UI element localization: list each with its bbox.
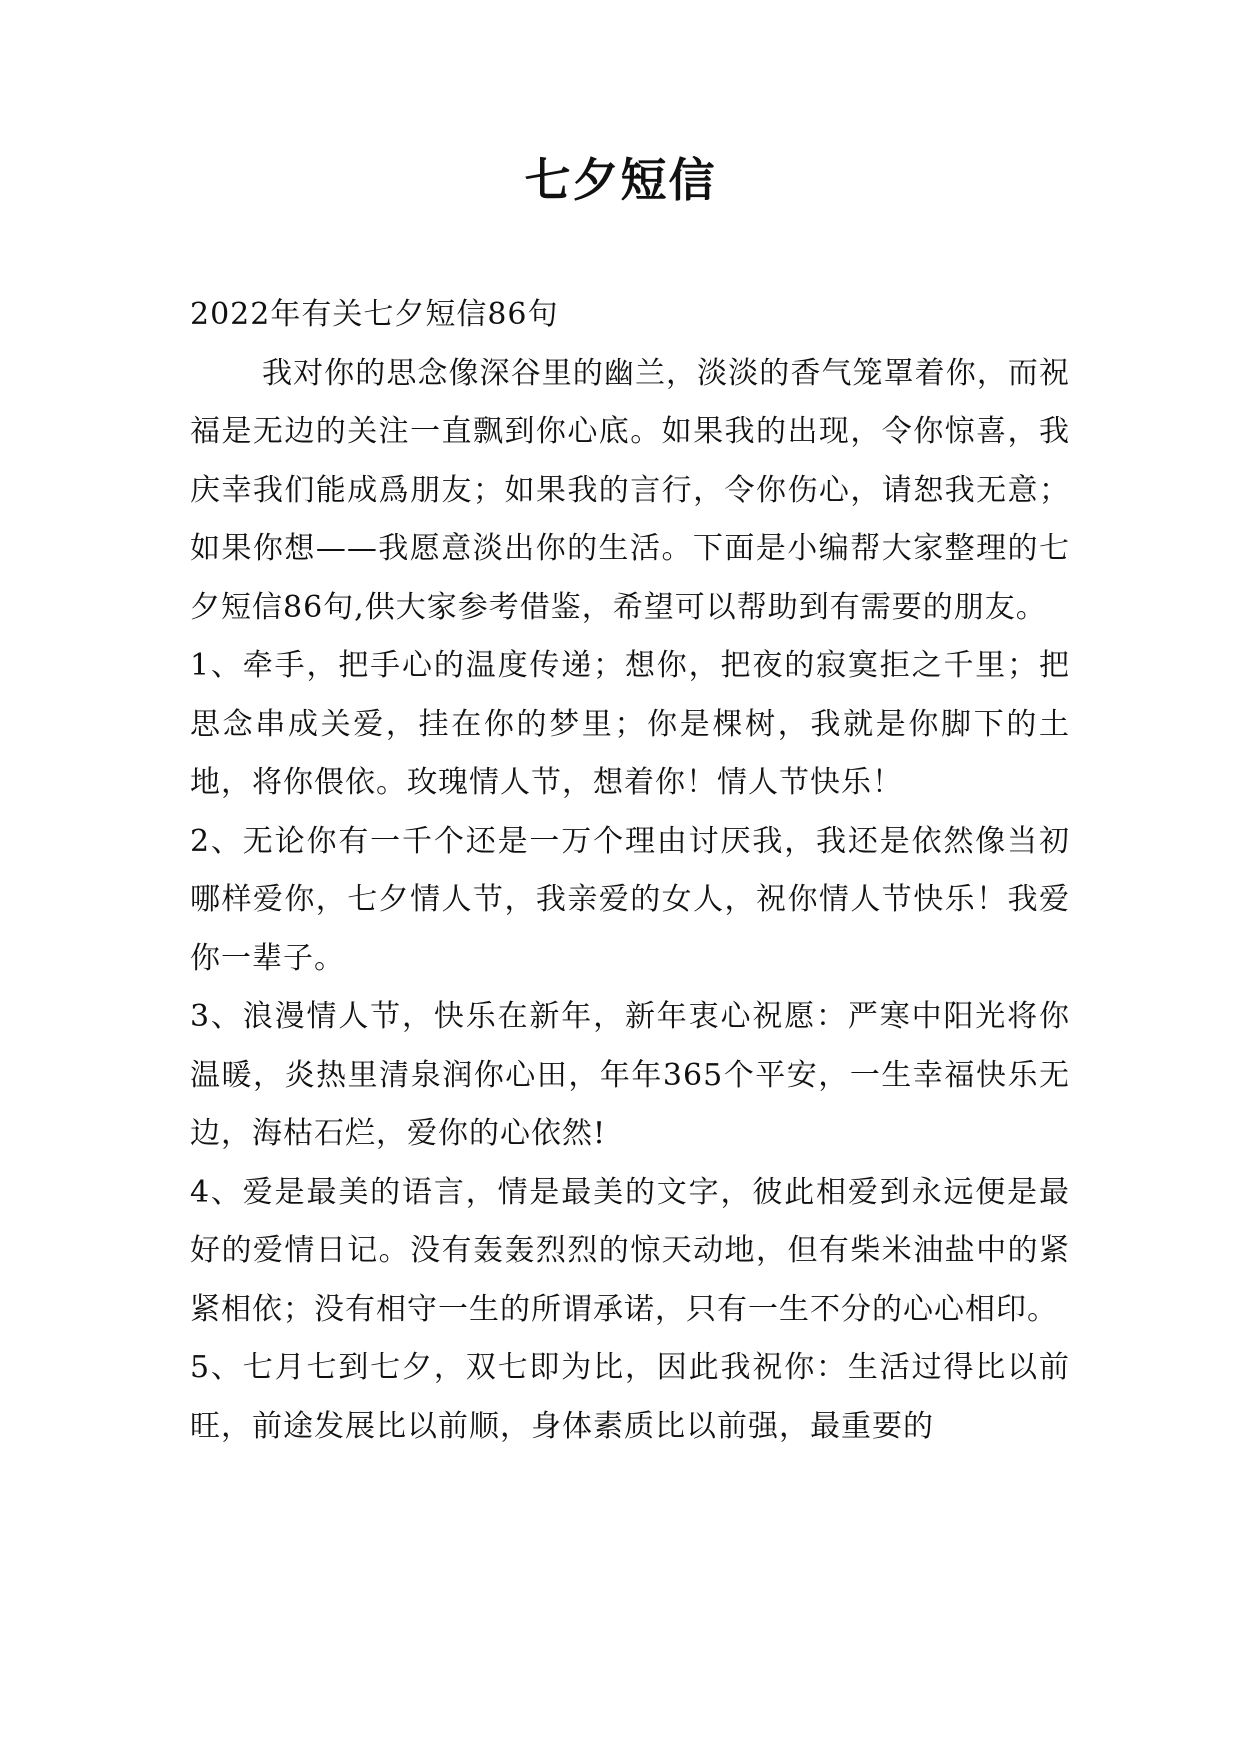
list-item: 3、浪漫情人节，快乐在新年，新年衷心祝愿：严寒中阳光将你温暖，炎热里清泉润你心田，年年365个平安，一生幸福快乐无边，海枯石烂，爱你的心依然! [190,999,1070,1151]
list-item: 5、七月七到七夕，双七即为比，因此我祝你：生活过得比以前旺，前途发展比以前顺，身体素质比以前强，最重要的 [190,1350,1070,1444]
list-item: 1、牵手，把手心的温度传递；想你，把夜的寂寞拒之千里；把思念串成关爱，挂在你的梦里；你是棵树，我就是你脚下的土地，将你偎依。玫瑰情人节，想着你！情人节快乐！ [190,648,1070,800]
list-item: 2、无论你有一千个还是一万个理由讨厌我，我还是依然像当初哪样爱你，七夕情人节，我亲爱的女人，祝你情人节快乐！我爱你一辈子。 [190,823,1070,976]
list-item: 4、爱是最美的语言，情是最美的文字，彼此相爱到永远便是最好的爱情日记。没有轰轰烈烈的惊天动地，但有柴米油盐中的紧紧相依；没有相守一生的所谓承诺，只有一生不分的心心相印。 [190,1174,1070,1327]
intro-paragraph: 我对你的思念像深谷里的幽兰，淡淡的香气笼罩着你，而祝福是无边的关注一直飘到你心底。如果我的出现，令你惊喜，我庆幸我们能成爲朋友；如果我的言行，令你伤心，请恕我无意；如果你想——我愿意淡出你的生活。下面是小编帮大家整理的七夕短信86句,供大家参考借鉴，希望可以帮助到有需要的朋友。 [190,355,1070,625]
document-body [190,286,1070,1456]
document-title: 七夕短信 [524,153,717,207]
document-subtitle: 2022年有关七夕短信86句 [190,297,559,332]
